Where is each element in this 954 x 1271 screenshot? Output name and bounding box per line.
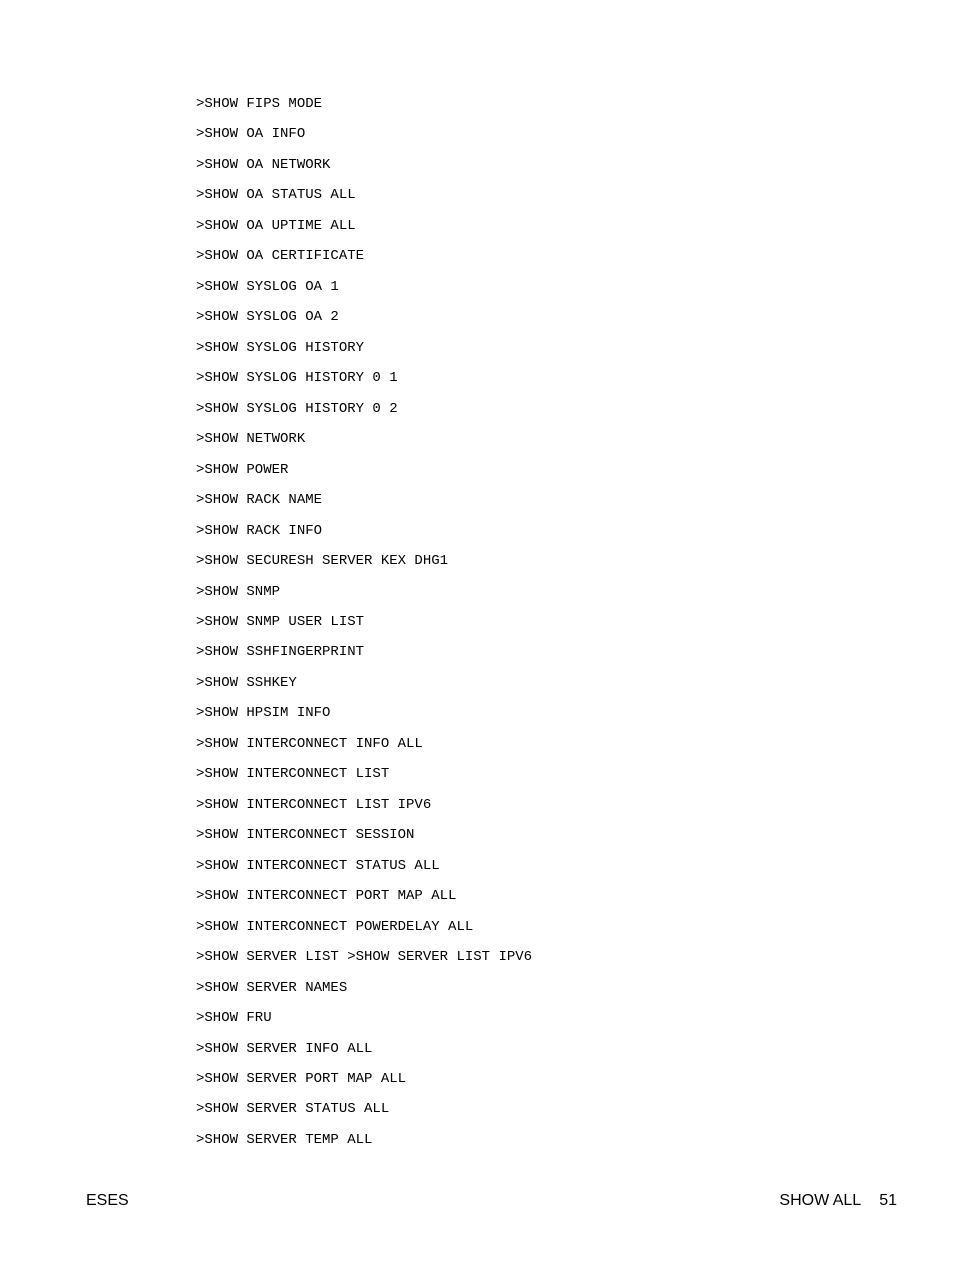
command-line: >SHOW FIPS MODE bbox=[196, 96, 323, 112]
command-line: >SHOW SNMP USER LIST bbox=[196, 613, 365, 630]
page-number: 51 bbox=[879, 1192, 897, 1209]
command-line: >SHOW SERVER PORT MAP ALL bbox=[196, 1071, 407, 1087]
command-line: >SHOW SECURESH SERVER KEX DHG1 bbox=[196, 553, 449, 570]
command-line: >SHOW RACK INFO bbox=[196, 522, 323, 539]
command-line: >SHOW SERVER LIST >SHOW SERVER LIST IPV6 bbox=[196, 949, 533, 966]
command-line: >SHOW SERVER STATUS ALL bbox=[196, 1101, 390, 1118]
command-line: >SHOW INTERCONNECT LIST IPV6 bbox=[196, 796, 432, 813]
command-line: >SHOW INTERCONNECT STATUS ALL bbox=[196, 857, 440, 874]
command-line: >SHOW SYSLOG HISTORY 0 2 bbox=[196, 400, 398, 417]
command-line: >SHOW SERVER NAMES bbox=[196, 979, 348, 996]
command-line: >SHOW INTERCONNECT LIST bbox=[196, 766, 390, 783]
command-list bbox=[196, 94, 532, 1160]
command-line: >SHOW INTERCONNECT INFO ALL bbox=[196, 735, 423, 752]
command-line: >SHOW INTERCONNECT SESSION bbox=[196, 827, 415, 844]
command-line: >SHOW INTERCONNECT POWERDELAY ALL bbox=[196, 918, 474, 935]
command-line: >SHOW OA UPTIME ALL bbox=[196, 217, 356, 234]
command-line: >SHOW OA CERTIFICATE bbox=[196, 248, 365, 265]
command-line: >SHOW SNMP bbox=[196, 583, 281, 600]
command-line: >SHOW POWER bbox=[196, 461, 289, 478]
command-line: >SHOW HPSIM INFO bbox=[196, 705, 331, 722]
command-line: >SHOW SSHFINGERPRINT bbox=[196, 644, 365, 661]
footer-section-title: SHOW ALL bbox=[779, 1192, 862, 1209]
command-line: >SHOW FRU bbox=[196, 1010, 272, 1027]
command-line: >SHOW SSHKEY bbox=[196, 674, 297, 691]
command-line: >SHOW SYSLOG HISTORY 0 1 bbox=[196, 370, 398, 387]
command-line: >SHOW OA NETWORK bbox=[196, 156, 331, 173]
footer-section bbox=[779, 1191, 897, 1211]
command-line: >SHOW SERVER TEMP ALL bbox=[196, 1131, 373, 1148]
command-line: >SHOW SERVER INFO ALL bbox=[196, 1040, 373, 1057]
command-line: >SHOW SYSLOG HISTORY bbox=[196, 339, 365, 356]
command-line: >SHOW INTERCONNECT PORT MAP ALL bbox=[196, 888, 457, 905]
command-line: >SHOW OA STATUS ALL bbox=[196, 187, 356, 204]
command-line: >SHOW SYSLOG OA 2 bbox=[196, 309, 339, 326]
command-line: >SHOW OA INFO bbox=[196, 126, 306, 143]
command-line: >SHOW RACK NAME bbox=[196, 492, 323, 509]
command-line: >SHOW NETWORK bbox=[196, 431, 306, 448]
command-line: >SHOW SYSLOG OA 1 bbox=[196, 278, 339, 295]
footer-language-code: ESES bbox=[86, 1192, 129, 1209]
